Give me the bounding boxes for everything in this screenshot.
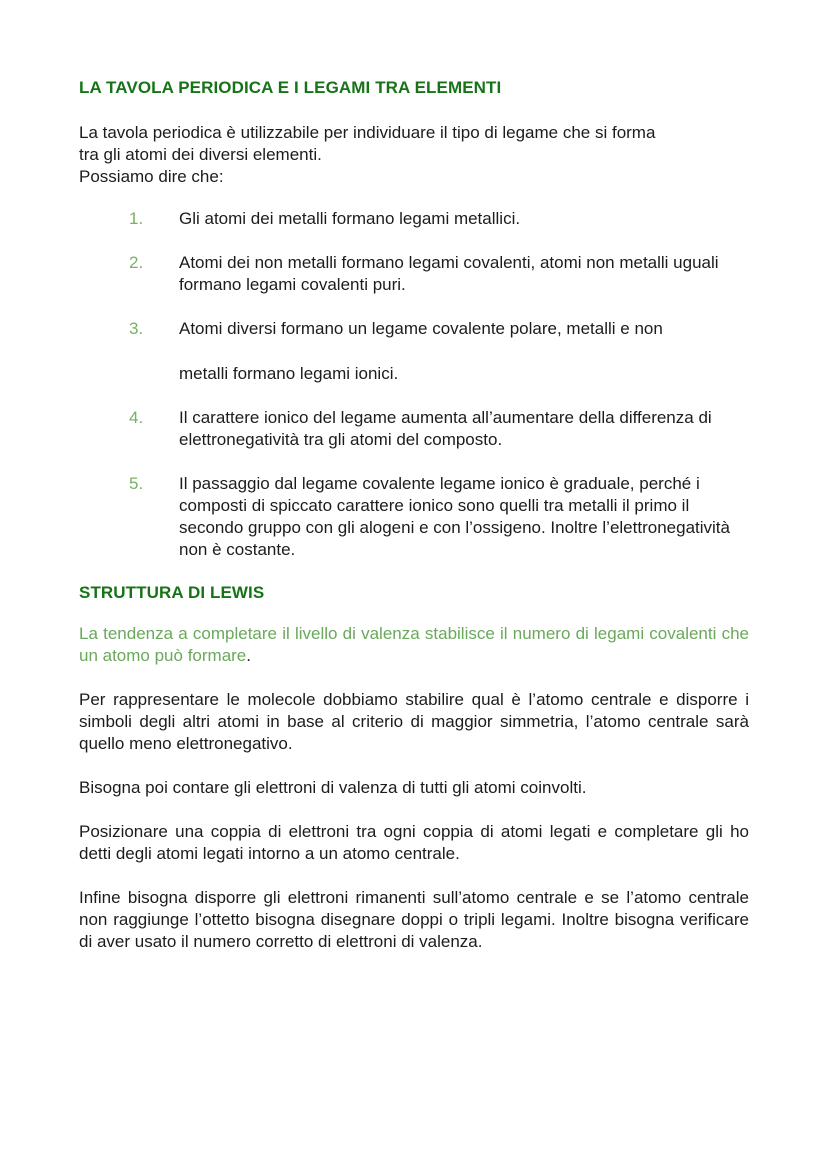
section-title-lewis: STRUTTURA DI LEWIS — [79, 583, 265, 602]
intro-line: La tavola periodica è utilizzabile per individuare il tipo di legame che si forma — [79, 123, 656, 142]
list-text: Il passaggio dal legame covalente legame ionico è graduale, perché i composti di spiccato carattere ionico sono quelli tra metalli il primo il secondo gruppo con gli alogeni e con l’ossigeno. Inoltre l’elettronegatività non è costante. — [179, 474, 730, 559]
bond-rules-list — [79, 208, 749, 561]
section-title-periodic-table: LA TAVOLA PERIODICA E I LEGAMI TRA ELEMENTI — [79, 78, 502, 97]
page-content — [79, 78, 749, 953]
list-text: Atomi diversi formano un legame covalente polare, metalli e non — [179, 319, 663, 338]
intro-line: tra gli atomi dei diversi elementi. — [79, 145, 322, 164]
highlight-period: . — [246, 646, 251, 665]
list-item — [79, 318, 749, 385]
paragraph: Infine bisogna disporre gli elettroni rimanenti sull’atomo centrale e se l’atomo centrale non raggiunge l’ottetto bisogna disegnare doppi o tripli legami. Inoltre bisogna verificare di aver usato il numero corretto di elettroni di valenza. — [79, 888, 749, 951]
list-number: 5. — [129, 474, 144, 493]
list-text: Il carattere ionico del legame aumenta all’aumentare della differenza di elettronegatività tra gli atomi del composto. — [179, 408, 712, 449]
intro-line: Possiamo dire che: — [79, 167, 224, 186]
list-item — [79, 407, 749, 451]
list-item — [79, 473, 749, 561]
highlight-text: La tendenza a completare il livello di valenza stabilisce il numero di legami covalenti che un atomo può formare — [79, 624, 749, 665]
list-number: 3. — [129, 319, 144, 338]
intro-paragraph — [79, 122, 749, 188]
list-number: 2. — [129, 253, 144, 272]
list-text: Atomi dei non metalli formano legami covalenti, atomi non metalli uguali formano legami covalenti puri. — [179, 253, 719, 294]
list-text: Gli atomi dei metalli formano legami metallici. — [179, 209, 521, 228]
paragraph: Posizionare una coppia di elettroni tra ogni coppia di atomi legati e completare gli ho detti degli atomi legati intorno a un atomo centrale. — [79, 822, 749, 863]
list-item — [79, 208, 749, 230]
paragraph: Per rappresentare le molecole dobbiamo stabilire qual è l’atomo centrale e disporre i simboli degli altri atomi in base al criterio di maggior simmetria, l’atomo centrale sarà quello meno elettronegativo. — [79, 690, 749, 753]
paragraph: Bisogna poi contare gli elettroni di valenza di tutti gli atomi coinvolti. — [79, 778, 587, 797]
list-item — [79, 252, 749, 296]
list-text: metalli formano legami ionici. — [179, 364, 399, 383]
highlight-paragraph — [79, 623, 749, 667]
list-number: 1. — [129, 209, 144, 228]
list-number: 4. — [129, 408, 144, 427]
